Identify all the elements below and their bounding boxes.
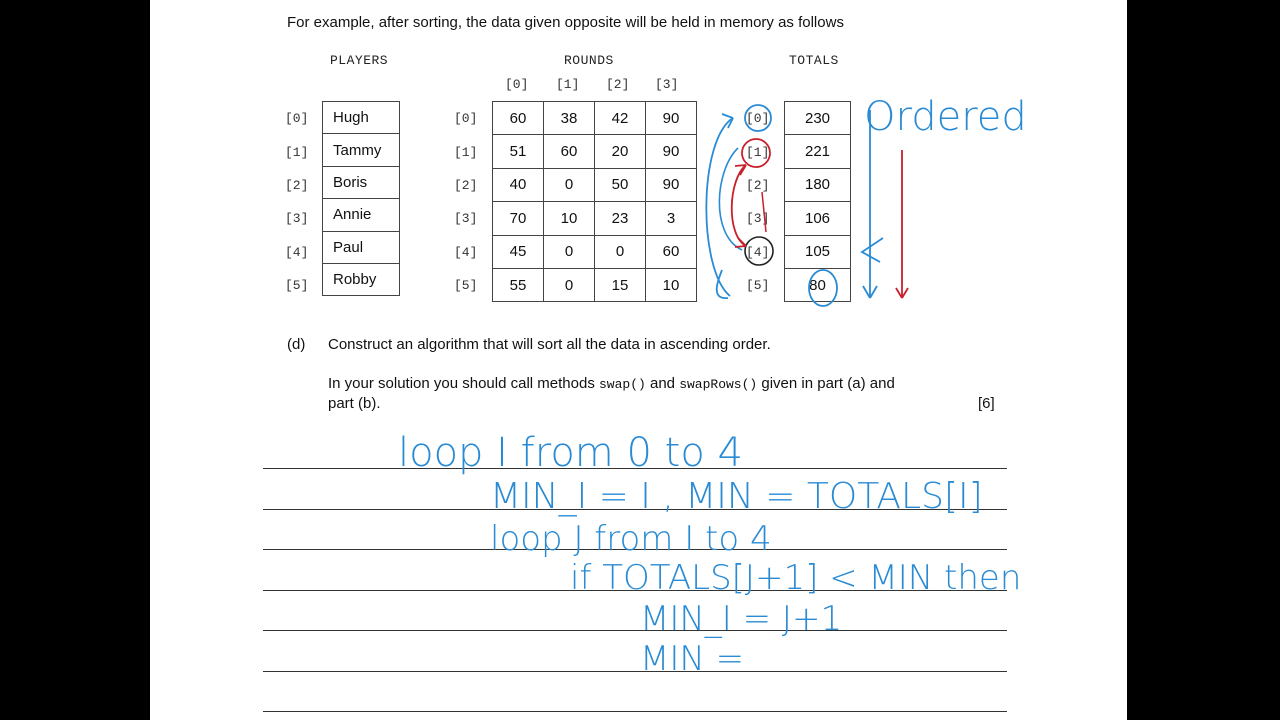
- round-cell: 42: [595, 102, 646, 135]
- ordered-annotation: Ordered: [864, 94, 1027, 140]
- handwriting-line-3: loop J from I to 4: [490, 519, 772, 559]
- round-cell: 38: [544, 102, 595, 135]
- rounds-row-index: [2]: [454, 178, 478, 193]
- players-row-index: [4]: [285, 245, 309, 260]
- blue-bracket-tail: [717, 270, 728, 298]
- rounds-header: ROUNDS: [564, 53, 614, 68]
- total-cell: 106: [785, 202, 851, 235]
- round-cell: 90: [646, 168, 697, 201]
- marks-label: [6]: [978, 395, 995, 412]
- code-swaprows: swapRows(): [679, 377, 758, 392]
- player-cell: Tammy: [323, 134, 400, 166]
- round-cell: 20: [595, 135, 646, 168]
- round-cell: 0: [544, 168, 595, 201]
- red-tick-line: [762, 192, 766, 232]
- totals-row-index: [1]: [746, 145, 770, 160]
- round-cell: 0: [595, 235, 646, 268]
- player-cell: Robby: [323, 263, 400, 295]
- handwriting-line-4: if TOTALS[J+1] < MIN then: [570, 558, 1022, 598]
- round-cell: 0: [544, 235, 595, 268]
- round-cell: 10: [646, 268, 697, 301]
- question-text: In your solution you should call methods: [328, 375, 599, 392]
- players-row-index: [5]: [285, 278, 309, 293]
- player-cell: Boris: [323, 166, 400, 198]
- circle-index-0: [745, 105, 771, 131]
- totals-row-index: [2]: [746, 178, 770, 193]
- round-cell: 3: [646, 202, 697, 235]
- rounds-col-index: [2]: [606, 77, 630, 92]
- round-cell: 90: [646, 135, 697, 168]
- question-text: given in part (a) and: [757, 375, 895, 392]
- player-cell: Paul: [323, 231, 400, 263]
- total-cell: 230: [785, 102, 851, 135]
- totals-row-index: [4]: [746, 245, 770, 260]
- rounds-row-index: [5]: [454, 278, 478, 293]
- round-cell: 0: [544, 268, 595, 301]
- question-line-3: part (b).: [328, 395, 381, 412]
- rounds-col-index: [1]: [556, 77, 580, 92]
- question-text: and: [645, 375, 680, 392]
- rounds-row-index: [4]: [454, 245, 478, 260]
- annotation-layer: [150, 0, 1127, 720]
- round-cell: 51: [493, 135, 544, 168]
- total-cell: 180: [785, 168, 851, 201]
- round-cell: 40: [493, 168, 544, 201]
- rounds-row-index: [3]: [454, 211, 478, 226]
- round-cell: 45: [493, 235, 544, 268]
- exam-page: [150, 0, 1127, 720]
- round-cell: 10: [544, 202, 595, 235]
- total-cell: 105: [785, 235, 851, 268]
- circle-index-1: [742, 139, 770, 167]
- red-swap-arrow: [732, 165, 746, 246]
- totals-row-index: [0]: [746, 111, 770, 126]
- round-cell: 60: [493, 102, 544, 135]
- rounds-row-index: [1]: [454, 145, 478, 160]
- total-cell: 221: [785, 135, 851, 168]
- handwriting-line-6: MIN =: [640, 639, 745, 679]
- handwriting-line-5: MIN_I = J+1: [640, 599, 843, 639]
- round-cell: 55: [493, 268, 544, 301]
- rounds-row-index: [0]: [454, 111, 478, 126]
- players-row-index: [2]: [285, 178, 309, 193]
- players-row-index: [1]: [285, 145, 309, 160]
- totals-row-index: [5]: [746, 278, 770, 293]
- question-label: (d): [287, 336, 306, 353]
- players-row-index: [0]: [285, 111, 309, 126]
- total-cell: 80: [785, 268, 851, 301]
- round-cell: 70: [493, 202, 544, 235]
- round-cell: 23: [595, 202, 646, 235]
- code-swap: swap(): [599, 377, 646, 392]
- totals-header: TOTALS: [789, 53, 839, 68]
- handwriting-line-2: MIN_I = I , MIN = TOTALS[I]: [490, 476, 983, 517]
- players-header: PLAYERS: [330, 53, 389, 68]
- round-cell: 90: [646, 102, 697, 135]
- question-line-1: Construct an algorithm that will sort all the data in ascending order.: [328, 336, 771, 353]
- round-cell: 60: [646, 235, 697, 268]
- rounds-col-index: [3]: [655, 77, 679, 92]
- blue-swap-arrow: [719, 148, 742, 250]
- blue-angle-mark: [862, 238, 883, 262]
- round-cell: 60: [544, 135, 595, 168]
- players-row-index: [3]: [285, 211, 309, 226]
- intro-text: For example, after sorting, the data given opposite will be held in memory as follows: [287, 14, 844, 31]
- player-cell: Hugh: [323, 102, 400, 134]
- round-cell: 50: [595, 168, 646, 201]
- player-cell: Annie: [323, 199, 400, 231]
- circle-total-80: [809, 270, 837, 306]
- circle-index-4: [745, 237, 773, 265]
- handwriting-line-1: loop I from 0 to 4: [398, 430, 743, 476]
- totals-row-index: [3]: [746, 211, 770, 226]
- rounds-col-index: [0]: [505, 77, 529, 92]
- round-cell: 15: [595, 268, 646, 301]
